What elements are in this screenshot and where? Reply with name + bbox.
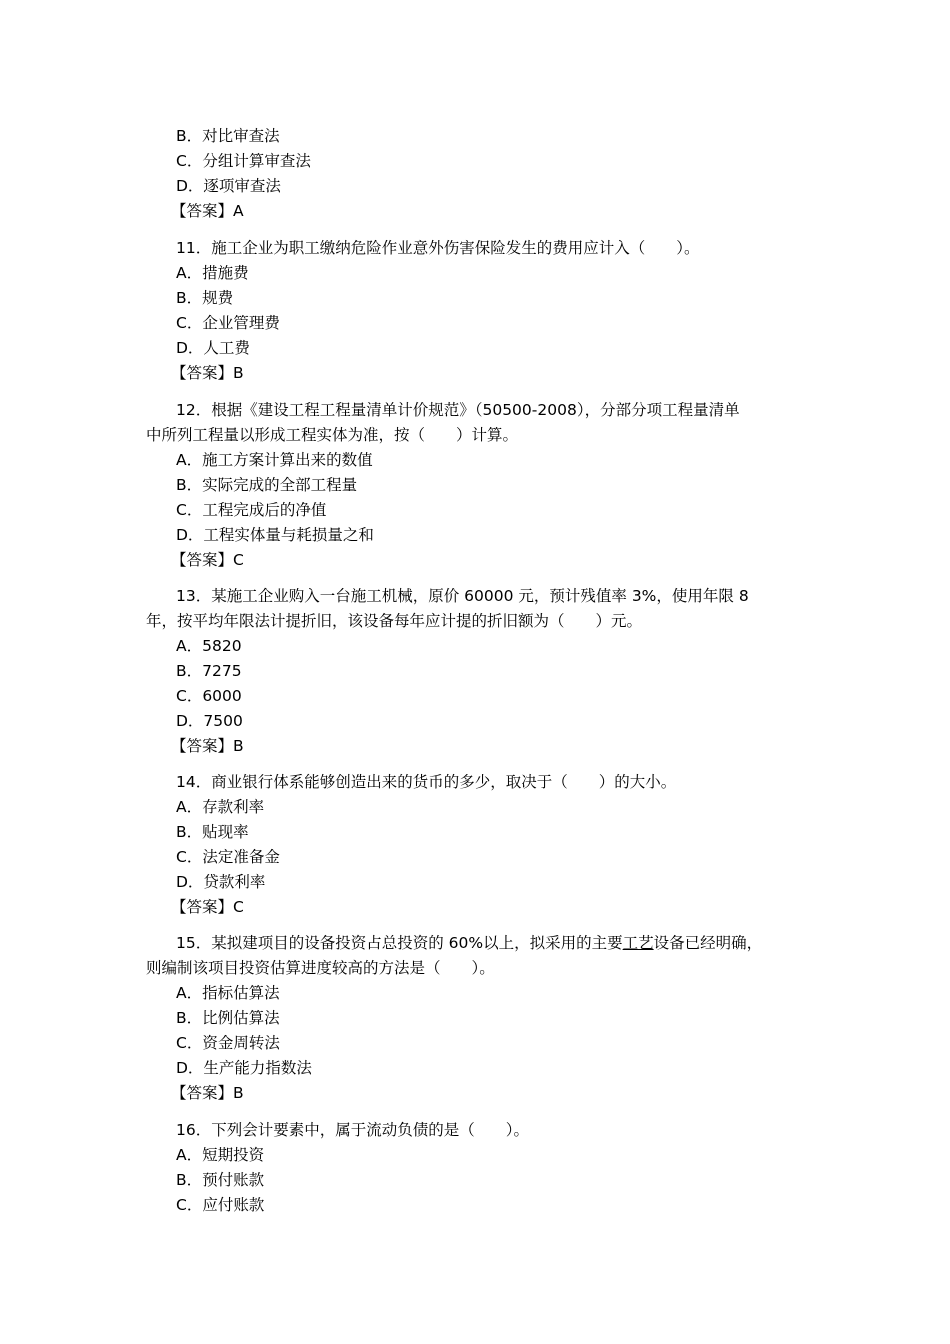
option-d: D．逐项审查法 xyxy=(176,177,281,195)
option-c: C．6000 xyxy=(176,687,242,705)
question-13-stem-line2: 年，按平均年限法计提折旧，该设备每年应计提的折旧额为（ ）元。 xyxy=(146,612,643,630)
option-b: B．贴现率 xyxy=(176,823,249,841)
option-b: B．实际完成的全部工程量 xyxy=(176,476,358,494)
option-a: A．短期投资 xyxy=(176,1146,265,1164)
question-11-stem: 11．施工企业为职工缴纳危险作业意外伤害保险发生的费用应计入（ ）。 xyxy=(176,239,700,257)
option-a: A．存款利率 xyxy=(176,798,265,816)
option-c: C．应付账款 xyxy=(176,1196,265,1214)
option-c: C．企业管理费 xyxy=(176,314,280,332)
answer: 【答案】C xyxy=(171,551,244,569)
question-15-stem-line1 xyxy=(176,931,762,956)
question-15-stem-part3: 设备已经明确， xyxy=(653,934,763,952)
answer: 【答案】C xyxy=(171,898,244,916)
answer: 【答案】B xyxy=(171,1084,244,1102)
option-a: A．措施费 xyxy=(176,264,249,282)
option-d: D．工程实体量与耗损量之和 xyxy=(176,526,374,544)
option-d: D．贷款利率 xyxy=(176,873,266,891)
answer: 【答案】B xyxy=(171,737,244,755)
option-c: C．法定准备金 xyxy=(176,848,280,866)
option-d: D．人工费 xyxy=(176,339,250,357)
question-15-stem-part1: 15．某拟建项目的设备投资占总投资的 60%以上，拟采用的主要 xyxy=(176,934,623,952)
option-a: A．5820 xyxy=(176,637,242,655)
answer: 【答案】B xyxy=(171,364,244,382)
question-15-stem-line2: 则编制该项目投资估算进度较高的方法是（ ）。 xyxy=(146,959,495,977)
option-b: B．对比审查法 xyxy=(176,127,280,145)
option-b: B．规费 xyxy=(176,289,234,307)
question-16-stem: 16．下列会计要素中，属于流动负债的是（ ）。 xyxy=(176,1121,529,1139)
option-b: B．比例估算法 xyxy=(176,1009,280,1027)
option-b: B．预付账款 xyxy=(176,1171,265,1189)
question-13-stem-line1: 13．某施工企业购入一台施工机械，原价 60000 元，预计残值率 3%，使用年限 8 xyxy=(176,587,749,605)
question-12-stem-line1: 12．根据《建设工程工程量清单计价规范》（50500-2008），分部分项工程量清单 xyxy=(176,401,740,419)
option-a: A．施工方案计算出来的数值 xyxy=(176,451,373,469)
question-12-stem-line2: 中所列工程量以形成工程实体为准，按（ ）计算。 xyxy=(146,426,519,444)
option-c: C．分组计算审查法 xyxy=(176,152,311,170)
option-b: B．7275 xyxy=(176,662,242,680)
option-c: C．资金周转法 xyxy=(176,1034,280,1052)
option-c: C．工程完成后的净值 xyxy=(176,501,327,519)
option-d: D．生产能力指数法 xyxy=(176,1059,312,1077)
underlined-term: 工艺 xyxy=(622,934,654,952)
answer: 【答案】A xyxy=(171,202,244,220)
question-14-stem: 14．商业银行体系能够创造出来的货币的多少，取决于（ ）的大小。 xyxy=(176,773,677,791)
option-a: A．指标估算法 xyxy=(176,984,280,1002)
option-d: D．7500 xyxy=(176,712,243,730)
